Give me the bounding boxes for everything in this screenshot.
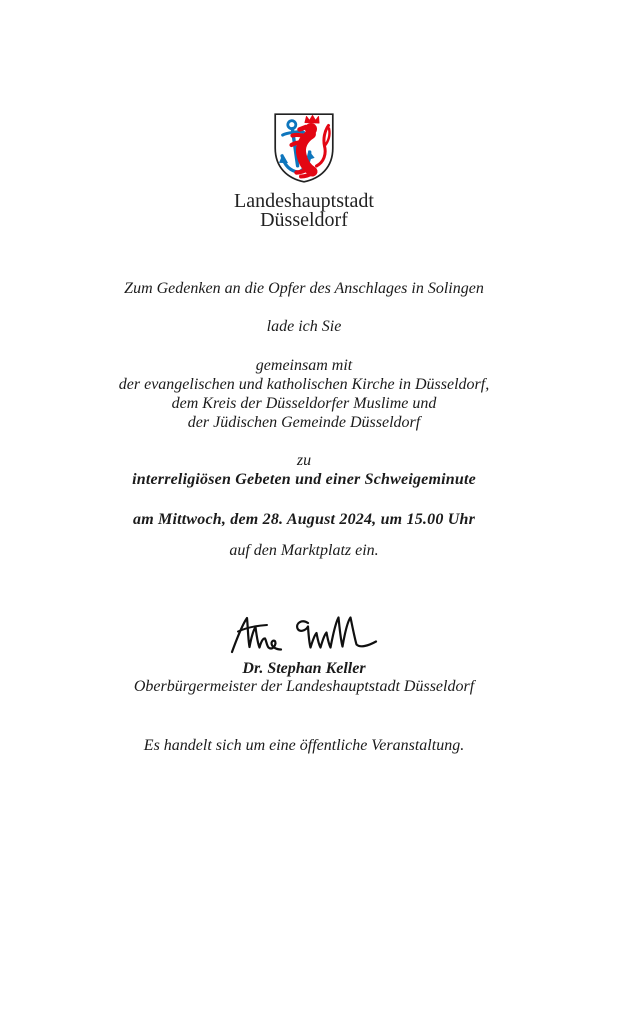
invite-line: lade ich Sie <box>266 318 342 335</box>
partners-line-2: der evangelischen und katholischen Kirche in Düsseldorf, <box>118 376 490 393</box>
date-line: am Mittwoch, dem 28. August 2024, um 15.00 Uhr <box>133 511 475 528</box>
city-wordmark <box>0 192 608 230</box>
city-logo <box>0 0 608 230</box>
signatory-name: Dr. Stephan Keller <box>242 660 366 677</box>
wordmark-line1: Landeshauptstadt <box>234 190 374 212</box>
partners-line-3: dem Kreis der Düsseldorfer Muslime und <box>171 395 437 412</box>
partners-line-4: der Jüdischen Gemeinde Düsseldorf <box>187 414 421 431</box>
event-block <box>0 451 608 489</box>
public-event-note: Es handelt sich um eine öffentliche Veranstaltung. <box>143 737 465 754</box>
zu-line: zu <box>296 452 312 469</box>
duesseldorf-coat-of-arms-icon <box>272 111 336 185</box>
memorial-line: Zum Gedenken an die Opfer des Anschlages in Solingen <box>124 280 484 297</box>
partners-line-1: gemeinsam mit <box>255 357 353 374</box>
event-line: interreligiösen Gebeten und einer Schweigeminute <box>132 471 476 488</box>
wordmark-line2: Düsseldorf <box>260 209 348 231</box>
place-line: auf den Marktplatz ein. <box>229 542 379 559</box>
signatory-role: Oberbürgermeister der Landeshauptstadt Düsseldorf <box>133 678 475 695</box>
partners-block <box>0 356 608 432</box>
signature-handwriting <box>228 612 380 656</box>
